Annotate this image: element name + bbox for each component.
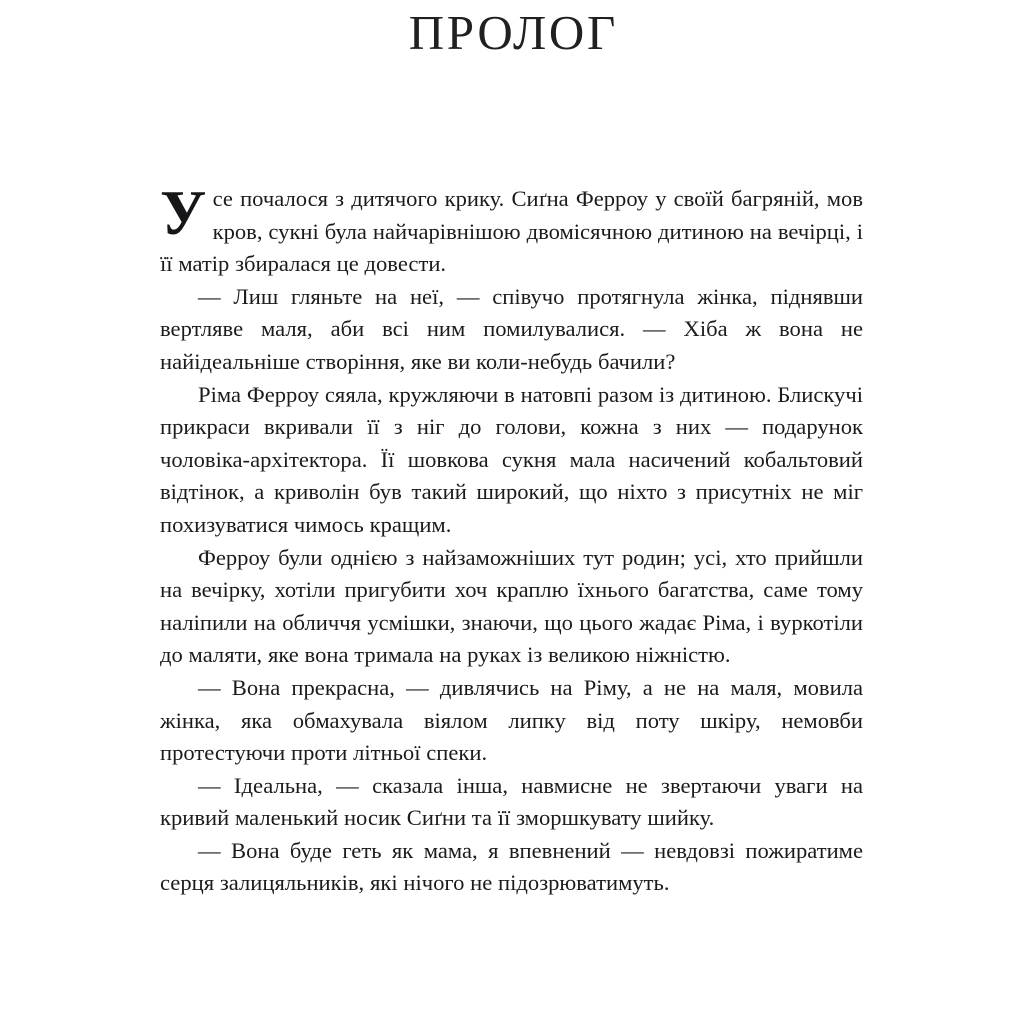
paragraph (160, 281, 863, 379)
paragraph-text: се почалося з дитячого крику. Сиґна Ферроу у своїй багряній, мов кров, сукні була найчарівнішою двомісячною дитиною на вечірці, і її матір збиралася це довести. (160, 186, 863, 277)
paragraph (160, 835, 863, 900)
body-text-block (160, 178, 863, 900)
paragraph (160, 379, 863, 542)
paragraph-text: — Вона прекрасна, — дивлячись на Ріму, а не на маля, мовила жінка, яка обмахувала віялом липку від поту шкіру, немовби протестуючи проти літньої спеки. (160, 674, 863, 766)
paragraph (160, 178, 863, 281)
page-title: ПРОЛОГ (408, 5, 618, 60)
paragraph-text: — Лиш гляньте на неї, — співучо протягнула жінка, піднявши вертляве маля, аби всі ним помилувалися. — Хіба ж вона не найідеальніше створіння, яке ви коли-небудь бачили? (160, 283, 863, 374)
paragraph-text: Ферроу були однією з найзаможніших тут родин; усі, хто прийшли на вечірку, хотіли пригубити хоч краплю їхнього багатства, саме тому наліпили на обличчя усмішки, знаючи, що цього жадає Ріма, і вуркотіли до маляти, яке вона тримала на руках із великою ніжністю. (160, 544, 863, 668)
paragraph (160, 542, 863, 672)
drop-cap: У (160, 178, 206, 248)
paragraph-text: Ріма Ферроу сяяла, кружляючи в натовпі разом із дитиною. Блискучі прикраси вкривали її з ніг до голови, кожна з них — подарунок чоловіка-архітектора. Її шовкова сукня мала насичений кобальтовий відтінок, а криволін був такий широкий, що ніхто з присутніх не міг похизуватися чимось кращим. (160, 381, 863, 537)
paragraph-text: — Ідеальна, — сказала інша, навмисне не звертаючи уваги на кривий маленький носик Сиґни та її зморшкувату шийку. (160, 772, 863, 831)
paragraph (160, 770, 863, 835)
paragraph (160, 672, 863, 770)
paragraph-text: — Вона буде геть як мама, я впевнений — невдовзі пожиратиме серця залицяльників, які нічого не підозрюватимуть. (160, 837, 863, 896)
